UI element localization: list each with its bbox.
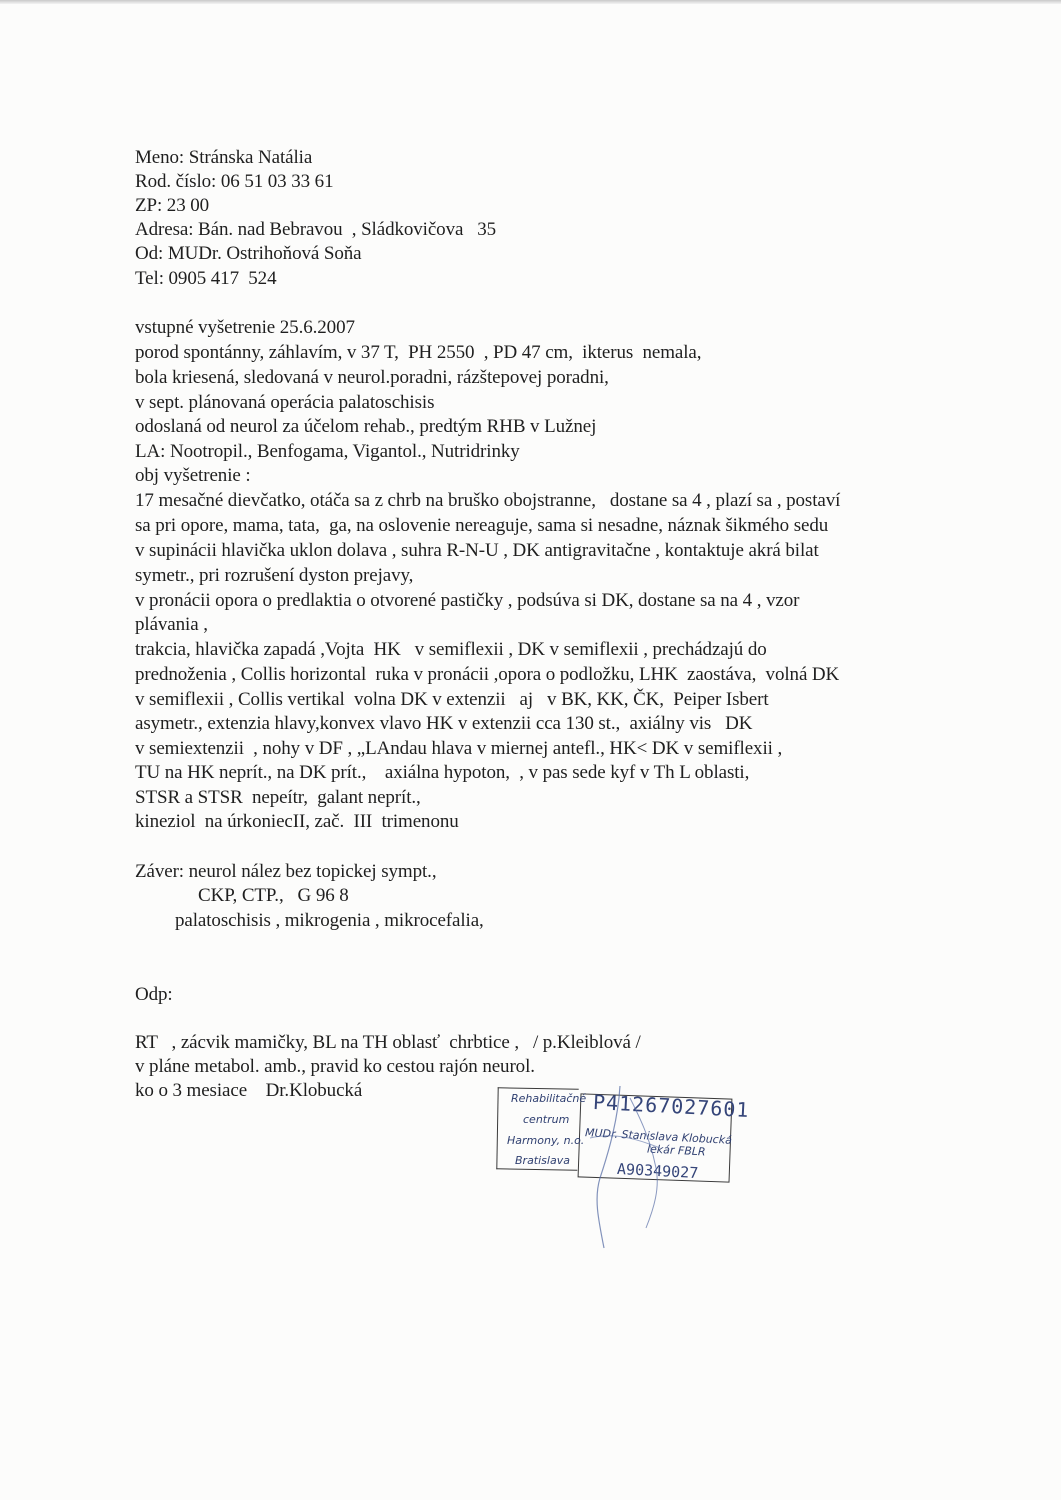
address: Adresa: Bán. nad Bebravou , Sládkovičova 35	[135, 219, 497, 240]
insurance-code: ZP: 23 00	[135, 195, 210, 216]
exam-line: symetr., pri rozrušení dyston prejavy,	[135, 565, 414, 586]
conclusion-diagnosis-codes: CKP, CTP., G 96 8	[198, 885, 349, 906]
stamp-doctor-name: MUDr. Stanislava Klobucká	[584, 1126, 733, 1147]
exam-line: kineziol na úrkoniecII, zač. III trimenonu	[135, 811, 459, 832]
recommendation-label: Odp:	[135, 984, 173, 1005]
exam-line: asymetr., extenzia hlavy,konvex vlavo HK v extenzii cca 130 st., axiálny vis DK	[135, 713, 753, 734]
exam-line: porod spontánny, záhlavím, v 37 T, PH 2550 , PD 47 cm, ikterus nemala,	[135, 342, 702, 363]
stamp-code: P41267027601	[592, 1089, 751, 1123]
stamp-clinic-line: Rehabilitačné	[511, 1092, 587, 1105]
exam-line: TU na HK neprít., na DK prít., axiálna hypoton, , v pas sede kyf v Th L oblasti,	[135, 762, 750, 783]
exam-line: LA: Nootropil., Benfogama, Vigantol., Nutridrinky	[135, 441, 520, 462]
exam-line: prednoženia , Collis horizontal ruka v pronácii ,opora o podložku, LHK zaostáva, volná DK	[135, 664, 840, 685]
exam-line: v sept. plánovaná operácia palatoschisis	[135, 392, 435, 413]
conclusion-diagnoses: palatoschisis , mikrogenia , mikrocefalia,	[175, 910, 484, 931]
recommendation-line: RT , zácvik mamičky, BL na TH oblasť chrbtice , / p.Kleiblová /	[135, 1032, 641, 1053]
stamp-clinic-line: Harmony, n.o.	[507, 1134, 585, 1147]
exam-line: v semiflexii , Collis vertikal volna DK v extenzii aj v BK, KK, ČK, Peiper Isbert	[135, 689, 769, 710]
birth-number: Rod. číslo: 06 51 03 33 61	[135, 171, 334, 192]
exam-line: STSR a STSR nepeítr, galant neprít.,	[135, 787, 421, 808]
conclusion-heading: Záver: neurol nález bez topickej sympt.,	[135, 861, 437, 882]
exam-line: plávania ,	[135, 614, 208, 635]
exam-line: trakcia, hlavička zapadá ,Vojta HK v semiflexii , DK v semiflexii , prechádzajú do	[135, 639, 767, 660]
patient-name: Meno: Stránska Natália	[135, 147, 313, 168]
stamp-clinic-line: Bratislava	[515, 1154, 570, 1167]
phone: Tel: 0905 417 524	[135, 268, 277, 289]
exam-line: v supinácii hlavička uklon dolava , suhra R-N-U , DK antigravitačne , kontaktuje akrá bilat	[135, 540, 819, 561]
scan-edge	[0, 0, 1061, 4]
exam-line: sa pri opore, mama, tata, ga, na oslovenie nereaguje, sama si nesadne, náznak šikmého sedu	[135, 515, 829, 536]
exam-line: obj vyšetrenie :	[135, 465, 251, 486]
stamp-clinic-line: centrum	[523, 1113, 570, 1126]
exam-line: vstupné vyšetrenie 25.6.2007	[135, 317, 355, 338]
exam-line: bola kriesená, sledovaná v neurol.poradni, rázštepovej poradni,	[135, 367, 609, 388]
referring-doctor: Od: MUDr. Ostrihoňová Soňa	[135, 243, 362, 264]
stamp-doctor-title: lekár FBLR	[646, 1142, 706, 1159]
exam-line: odoslaná od neurol za účelom rehab., predtým RHB v Lužnej	[135, 416, 597, 437]
exam-line: v semiextenzii , nohy v DF , „LAndau hlava v miernej antefl., HK< DK v semiflexii ,	[135, 738, 783, 759]
stamp-id: A90349027	[616, 1159, 699, 1183]
recommendation-line: v pláne metabol. amb., pravid ko cestou rajón neurol.	[135, 1056, 535, 1077]
signature-icon	[560, 1078, 680, 1258]
exam-line: v pronácii opora o predlaktia o otvorené pastičky , podsúva si DK, dostane sa na 4 , vzor	[135, 590, 800, 611]
exam-line: 17 mesačné dievčatko, otáča sa z chrb na bruško obojstranne, dostane sa 4 , plazí sa , postaví	[135, 490, 841, 511]
recommendation-signoff: ko o 3 mesiace Dr.Klobucká	[135, 1080, 363, 1101]
